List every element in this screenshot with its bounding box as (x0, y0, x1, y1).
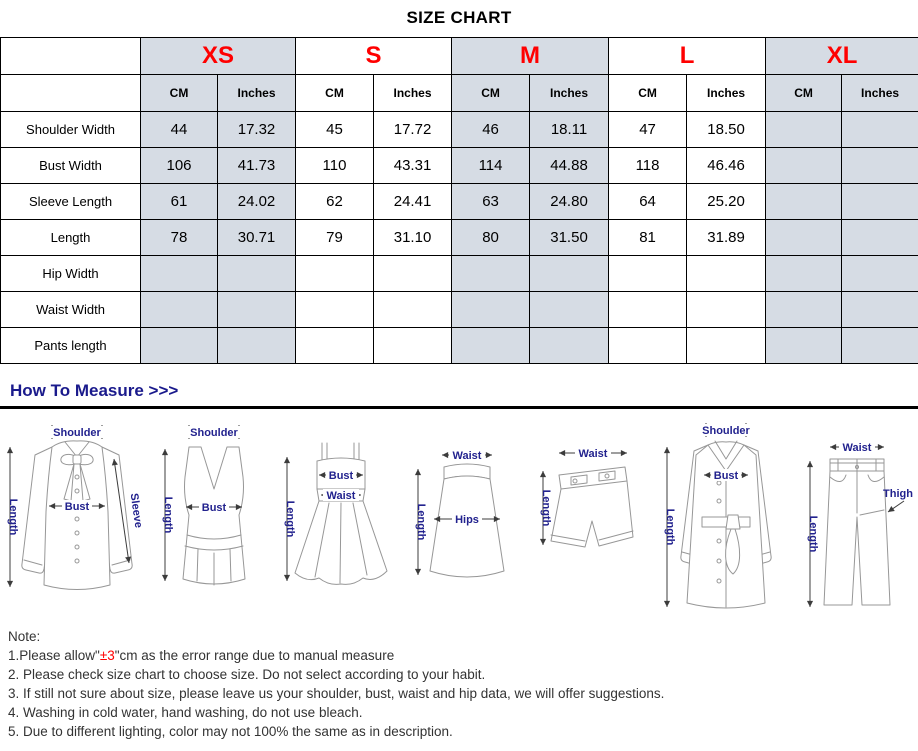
row-label: Hip Width (1, 256, 141, 292)
cell (842, 256, 918, 292)
unit-header-cm: CM (766, 75, 842, 112)
pants-waist-label: Waist (842, 442, 872, 454)
cell (842, 184, 918, 220)
dress-bust-label: Bust (329, 470, 354, 482)
cell (530, 292, 609, 328)
corner-cell (1, 38, 141, 75)
blouse-shoulder-label: Shoulder (53, 427, 101, 439)
cell (842, 292, 918, 328)
size-chart-table (0, 37, 918, 364)
cell (842, 112, 918, 148)
cell: 24.02 (218, 184, 296, 220)
table-row-length (1, 220, 918, 256)
cell (141, 256, 218, 292)
tank-top-diagram (153, 417, 275, 617)
tank-bust-label: Bust (201, 502, 226, 514)
measure-diagrams (0, 409, 918, 619)
blouse-length-label: Length (7, 498, 19, 536)
size-header-s: S (296, 38, 452, 75)
cell: 81 (609, 220, 687, 256)
table-row-bust-width (1, 148, 918, 184)
cell: 63 (452, 184, 530, 220)
note-line-5: 5. Due to different lighting, color may not 100% the same as in description. (8, 724, 453, 739)
cell (530, 256, 609, 292)
cell (842, 220, 918, 256)
cell (842, 148, 918, 184)
unit-header-cm: CM (609, 75, 687, 112)
unit-header-inches: Inches (687, 75, 766, 112)
cell: 31.50 (530, 220, 609, 256)
cell: 43.31 (374, 148, 452, 184)
cell (766, 292, 842, 328)
skirt-length-label: Length (414, 503, 427, 541)
cell: 44.88 (530, 148, 609, 184)
cell (766, 148, 842, 184)
unit-header-row (1, 75, 918, 112)
cell: 24.80 (530, 184, 609, 220)
note-line-3: 3. If still not sure about size, please leave us your shoulder, bust, waist and hip data, we will offer suggestions. (8, 686, 665, 701)
cell (530, 328, 609, 364)
coat-shoulder-label: Shoulder (702, 425, 751, 437)
cell: 30.71 (218, 220, 296, 256)
tank-shoulder-label: Shoulder (189, 427, 238, 439)
cell (218, 292, 296, 328)
cell: 24.41 (374, 184, 452, 220)
page-title: SIZE CHART (406, 8, 512, 27)
cell (452, 256, 530, 292)
skirt-waist-label: Waist (452, 450, 482, 462)
cell (296, 328, 374, 364)
unit-header-inches: Inches (530, 75, 609, 112)
size-header-m: M (452, 38, 609, 75)
cell (609, 256, 687, 292)
size-header-xl: XL (766, 38, 918, 75)
cell (766, 184, 842, 220)
pants-thigh-label: Thigh (882, 488, 913, 500)
note-line-4: 4. Washing in cold water, hand washing, do not use bleach. (8, 705, 363, 720)
cell (452, 292, 530, 328)
cell (374, 292, 452, 328)
cell: 110 (296, 148, 374, 184)
cell (218, 328, 296, 364)
unit-header-cm: CM (141, 75, 218, 112)
pants-diagram (798, 417, 916, 617)
shorts-waist-label: Waist (578, 448, 608, 460)
blouse-sleeve-label: Sleeve (127, 492, 145, 529)
cell: 45 (296, 112, 374, 148)
cell: 64 (609, 184, 687, 220)
row-label: Sleeve Length (1, 184, 141, 220)
skirt-diagram (406, 417, 528, 617)
cell (687, 256, 766, 292)
blouse-bust-label: Bust (64, 501, 90, 513)
cami-dress-diagram (275, 417, 405, 617)
cell (141, 292, 218, 328)
unit-header-inches: Inches (842, 75, 918, 112)
cell: 106 (141, 148, 218, 184)
notes-heading: Note: (8, 629, 41, 644)
cell: 46.46 (687, 148, 766, 184)
cell (609, 328, 687, 364)
tank-length-label: Length (161, 496, 174, 534)
how-to-measure-heading: How To Measure >>> (10, 381, 179, 400)
cell (687, 292, 766, 328)
cell: 114 (452, 148, 530, 184)
cell: 18.11 (530, 112, 609, 148)
cell (374, 256, 452, 292)
trench-coat-diagram (655, 417, 797, 617)
cell: 80 (452, 220, 530, 256)
dress-waist-label: Waist (326, 490, 356, 502)
cell (687, 328, 766, 364)
row-label: Length (1, 220, 141, 256)
row-label: Waist Width (1, 292, 141, 328)
cell: 79 (296, 220, 374, 256)
coat-bust-label: Bust (714, 470, 739, 482)
dress-length-label: Length (284, 500, 297, 538)
note-line-2: 2. Please check size chart to choose size. Do not select according to your habit. (8, 667, 486, 682)
cell: 31.10 (374, 220, 452, 256)
corner-cell (1, 75, 141, 112)
unit-header-cm: CM (452, 75, 530, 112)
cell: 61 (141, 184, 218, 220)
size-header-xs: XS (141, 38, 296, 75)
table-row-pants-length (1, 328, 918, 364)
cell (609, 292, 687, 328)
cell: 44 (141, 112, 218, 148)
shorts-diagram (529, 417, 655, 617)
unit-header-inches: Inches (374, 75, 452, 112)
cell (766, 220, 842, 256)
cell (296, 256, 374, 292)
cell (766, 256, 842, 292)
cell (296, 292, 374, 328)
row-label: Shoulder Width (1, 112, 141, 148)
table-row-waist-width (1, 292, 918, 328)
cell: 17.32 (218, 112, 296, 148)
size-header-row (1, 38, 918, 75)
unit-header-cm: CM (296, 75, 374, 112)
size-header-l: L (609, 38, 766, 75)
coat-length-label: Length (664, 508, 677, 546)
shorts-length-label: Length (539, 489, 552, 527)
cell (374, 328, 452, 364)
cell (766, 328, 842, 364)
row-label: Bust Width (1, 148, 141, 184)
note-line-1 (8, 646, 910, 665)
cell (842, 328, 918, 364)
cell: 25.20 (687, 184, 766, 220)
note-1-highlight: ±3 (99, 648, 115, 663)
cell: 62 (296, 184, 374, 220)
note-1-prefix: 1.Please allow" (8, 648, 100, 663)
pants-length-label: Length (806, 515, 819, 553)
note-1-suffix: "cm as the error range due to manual measure (114, 648, 395, 663)
table-row-hip-width (1, 256, 918, 292)
notes-section (0, 619, 918, 741)
cell: 31.89 (687, 220, 766, 256)
cell (766, 112, 842, 148)
cell: 118 (609, 148, 687, 184)
skirt-hips-label: Hips (455, 514, 479, 526)
cell (452, 328, 530, 364)
cell: 41.73 (218, 148, 296, 184)
cell: 78 (141, 220, 218, 256)
table-row-shoulder-width (1, 112, 918, 148)
cell (141, 328, 218, 364)
row-label: Pants length (1, 328, 141, 364)
table-row-sleeve-length (1, 184, 918, 220)
cell: 46 (452, 112, 530, 148)
unit-header-inches: Inches (218, 75, 296, 112)
cell (218, 256, 296, 292)
blouse-diagram (2, 417, 152, 617)
cell: 18.50 (687, 112, 766, 148)
cell: 47 (609, 112, 687, 148)
cell: 17.72 (374, 112, 452, 148)
